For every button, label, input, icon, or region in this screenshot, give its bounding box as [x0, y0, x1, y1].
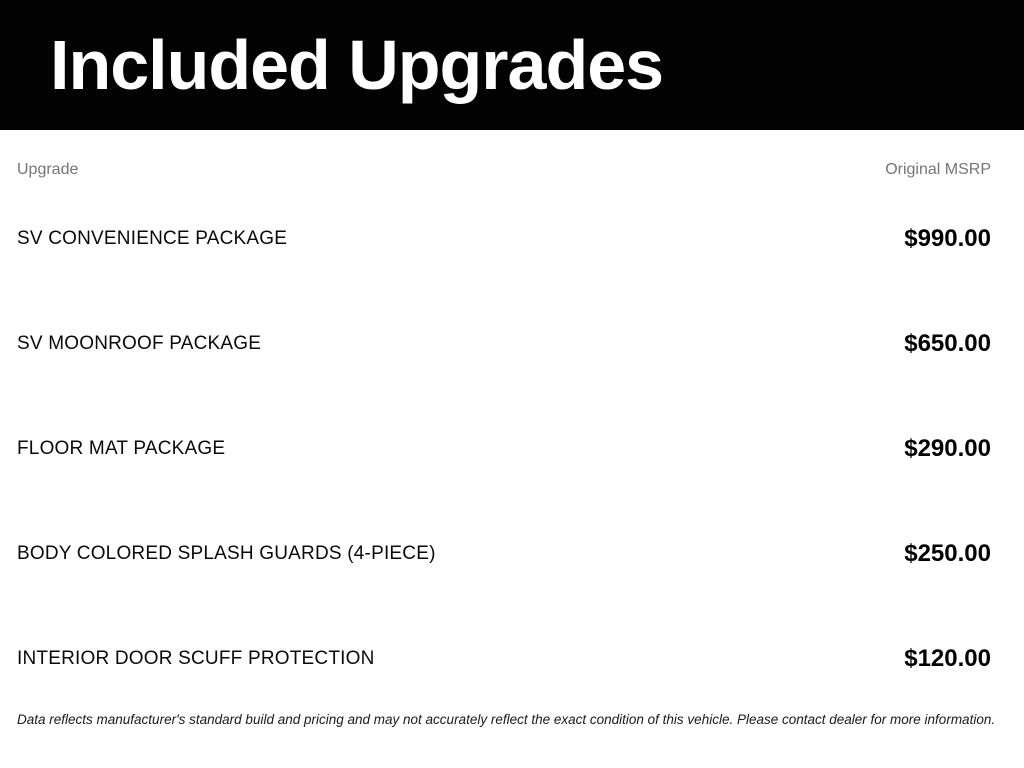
upgrade-price: $120.00	[904, 644, 991, 672]
table-row	[17, 501, 991, 606]
upgrade-price: $650.00	[904, 329, 991, 357]
table-row	[17, 186, 991, 291]
disclaimer-text: Data reflects manufacturer's standard build and pricing and may not accurately reflect the exact condition of this vehicle. Please contact dealer for more information.	[17, 712, 996, 727]
header-banner	[0, 0, 1024, 130]
upgrade-name: INTERIOR DOOR SCUFF PROTECTION	[17, 647, 375, 669]
page-title: Included Upgrades	[50, 26, 664, 104]
column-header-original-msrp: Original MSRP	[885, 161, 991, 178]
column-header-upgrade: Upgrade	[17, 161, 79, 178]
upgrade-price: $290.00	[904, 434, 991, 462]
upgrade-name: FLOOR MAT PACKAGE	[17, 437, 226, 459]
upgrade-price: $990.00	[904, 224, 991, 252]
table-row	[17, 291, 991, 396]
upgrade-name: BODY COLORED SPLASH GUARDS (4-PIECE)	[17, 542, 436, 564]
table-body	[17, 186, 991, 711]
upgrades-table	[0, 130, 1024, 768]
table-row	[17, 396, 991, 501]
upgrade-name: SV MOONROOF PACKAGE	[17, 332, 262, 354]
upgrade-price: $250.00	[904, 539, 991, 567]
table-row	[17, 606, 991, 711]
table-header-row	[17, 130, 991, 178]
upgrade-name: SV CONVENIENCE PACKAGE	[17, 227, 288, 249]
